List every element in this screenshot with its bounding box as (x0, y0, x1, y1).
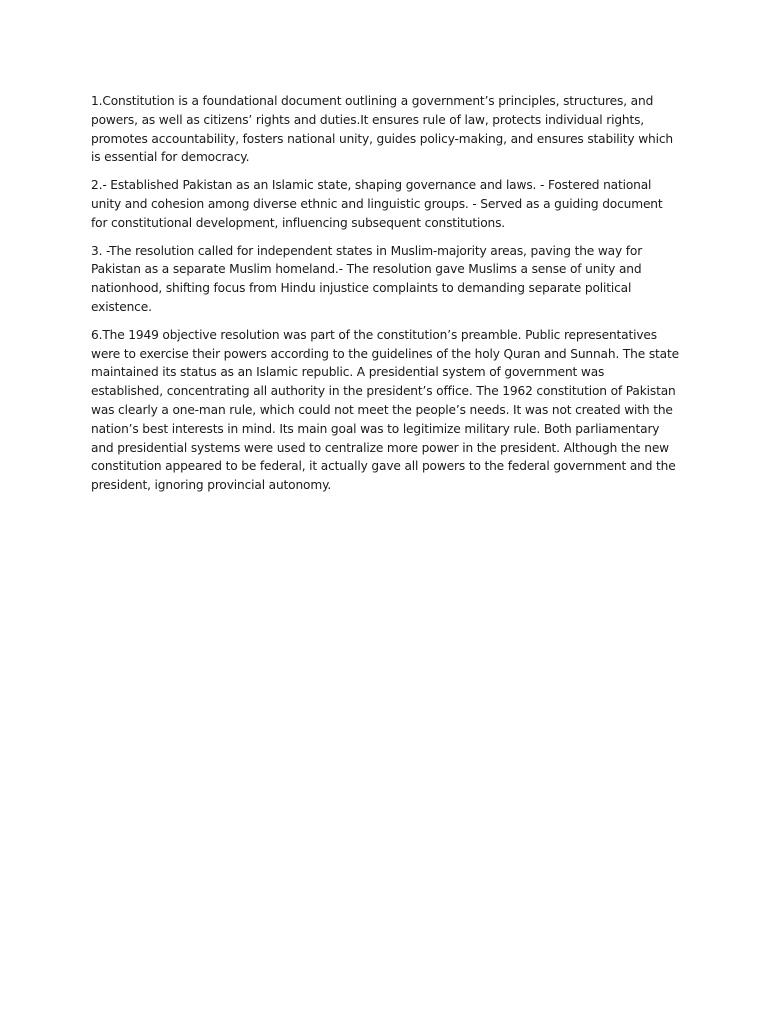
paragraph-answer-6: 6.The 1949 objective resolution was part of the constitution’s preamble. Public representatives were to exercise their powers according to the guidelines of the holy Quran and Sunnah. The state maintained its status as an Islamic republic. A presidential system of government was established, concentrating all authority in the president’s office. The 1962 constitution of Pakistan was clearly a one-man rule, which could not meet the people’s needs. It was not created with the nation’s best interests in mind. Its main goal was to legitimize military rule. Both parliamentary and presidential systems were used to centralize more power in the president. Although the new constitution appeared to be federal, it actually gave all powers to the federal government and the president, ignoring provincial autonomy. (91, 327, 679, 493)
paragraph-answer-2: 2.- Established Pakistan as an Islamic state, shaping governance and laws. - Fostered national unity and cohesion among diverse ethnic and linguistic groups. - Served as a guiding document for constitutional development, influencing subsequent constitutions. (91, 178, 663, 230)
document-body (91, 92, 679, 504)
paragraph-answer-1: 1.Constitution is a foundational document outlining a government’s principles, structures, and powers, as well as citizens’ rights and duties.It ensures rule of law, protects individual rights, promotes accountability, fosters national unity, guides policy-making, and ensures stability which is essential for democracy. (91, 94, 673, 165)
paragraph-answer-3: 3. -The resolution called for independent states in Muslim-majority areas, paving the way for Pakistan as a separate Muslim homeland.- The resolution gave Muslims a sense of unity and nationhood, shifting focus from Hindu injustice complaints to demanding separate political existence. (91, 243, 643, 314)
